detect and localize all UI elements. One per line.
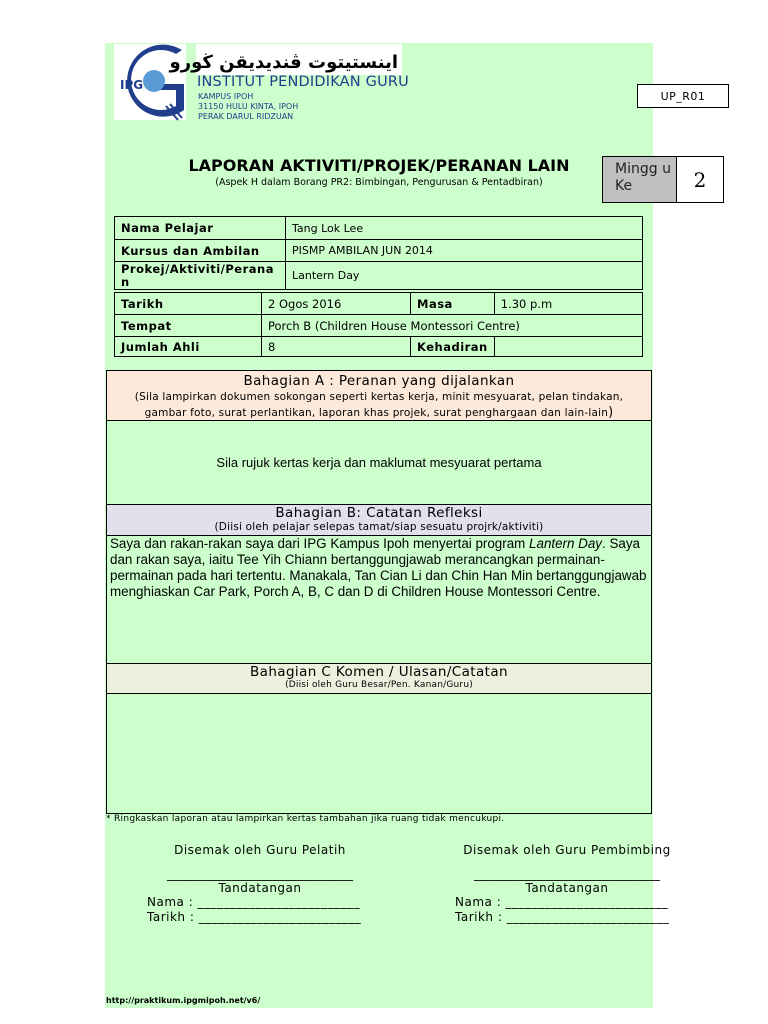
section-c-note: (Diisi oleh Guru Besar/Pen. Kanan/Guru): [285, 680, 473, 690]
place-label: Tempat: [115, 315, 262, 337]
section-a-note-close: ): [608, 405, 614, 420]
jawi-name-banner: [169, 44, 402, 75]
attendance-value[interactable]: [494, 337, 642, 357]
report-subtitle: (Aspek H dalam Borang PR2: Bimbingan, Pengurusan & Pentadbiran): [215, 177, 543, 188]
signature-block-mentor: [432, 843, 702, 925]
address-line-3: PERAK DARUL RIDZUAN: [198, 112, 294, 121]
address-line-1: KAMPUS IPOH: [198, 92, 254, 101]
section-b-header: [106, 504, 652, 536]
time-value[interactable]: 1.30 p.m: [494, 293, 642, 315]
activity-name-value[interactable]: Lantern Day: [286, 262, 643, 290]
date-label: Tarikh: [115, 293, 262, 315]
trainee-name-row[interactable]: Nama : _________________________: [147, 895, 361, 909]
course-label: Kursus dan Ambilan: [115, 240, 286, 262]
section-b-body[interactable]: [106, 535, 652, 664]
course-value[interactable]: PISMP AMBILAN JUN 2014: [286, 240, 643, 262]
mentor-date-row[interactable]: Tarikh : _________________________: [455, 910, 670, 924]
section-a-body[interactable]: [106, 420, 652, 505]
institute-name: INSTITUT PENDIDIKAN GURU: [197, 74, 409, 90]
reflection-rest: . Saya dan rakan saya, iaitu Tee Yih Chiann bertanggungjawab merancangkan permainan-permainan pada hari tertentu. Manakala, Tan Cian Li dan Chin Han Min bertanggungjawab menghiaskan Car Park, Porch A, B, C dan D di Children House Montessori Centre.: [110, 536, 647, 599]
time-label: Masa: [411, 293, 495, 315]
student-info-table: [114, 216, 643, 290]
attendance-label: Kehadiran: [411, 337, 495, 357]
trainee-date-row[interactable]: Tarikh : _________________________: [147, 910, 362, 924]
section-a-text: Sila rujuk kertas kerja dan maklumat mesyuarat pertama: [216, 455, 542, 470]
jawi-name: اينستيتوت ڤنديديقن ڬورو: [169, 52, 398, 73]
section-a-note-line-2: gambar foto, surat perlantikan, laporan khas projek, surat penghargaan dan lain-lain: [144, 407, 609, 419]
address-line-2: 31150 HULU KINTA, IPOH: [198, 102, 299, 111]
student-name-label: Nama Pelajar: [115, 217, 286, 240]
mentor-signature-line[interactable]: _______________________________: [474, 867, 660, 881]
section-c-body[interactable]: [106, 693, 652, 814]
section-a-header: [106, 370, 652, 421]
reflection-text: [110, 536, 648, 600]
section-c-title: Bahagian C Komen / Ulasan/Catatan: [249, 664, 508, 680]
week-value[interactable]: 2: [676, 156, 724, 203]
footnote: * Ringkaskan laporan atau lampirkan kertas tambahan jika ruang tidak mencukupi.: [106, 814, 505, 824]
section-c-header: [106, 663, 652, 694]
trainee-heading: Disemak oleh Guru Pelatih: [174, 843, 346, 857]
report-title: LAPORAN AKTIVITI/PROJEK/PERANAN LAIN: [188, 156, 570, 175]
section-b-title: Bahagian B: Catatan Refleksi: [275, 505, 483, 521]
logo-text: IPG: [120, 78, 144, 92]
mentor-heading: Disemak oleh Guru Pembimbing: [463, 843, 671, 857]
week-label: Mingg u Ke: [602, 156, 677, 203]
place-value[interactable]: Porch B (Children House Montessori Centre): [262, 315, 643, 337]
footer-url[interactable]: http://praktikum.ipgmipoh.net/v6/: [106, 996, 261, 1005]
reflection-prefix: Saya dan rakan-rakan saya dari IPG Kampus Ipoh menyertai program: [110, 536, 530, 551]
reflection-program-name: Lantern Day: [529, 536, 602, 551]
members-value[interactable]: 8: [262, 337, 411, 357]
form-code-box: UP_R01: [637, 84, 729, 108]
activity-info-table: [114, 292, 643, 357]
trainee-signature-line[interactable]: _______________________________: [167, 867, 353, 881]
date-value[interactable]: 2 Ogos 2016: [262, 293, 411, 315]
student-name-value[interactable]: Tang Lok Lee: [286, 217, 643, 240]
mentor-name-row[interactable]: Nama : _________________________: [455, 895, 669, 909]
section-a-title: Bahagian A : Peranan yang dijalankan: [243, 373, 515, 389]
signature-block-trainee: [125, 843, 395, 925]
activity-name-label: Prokej/Aktiviti/Perana n: [115, 262, 286, 290]
members-label: Jumlah Ahli: [115, 337, 262, 357]
section-b-note: (Diisi oleh pelajar selepas tamat/siap sesuatu projrk/aktiviti): [214, 521, 544, 533]
mentor-signature-label: Tandatangan: [525, 881, 609, 895]
trainee-signature-label: Tandatangan: [218, 881, 302, 895]
section-a-note-line-1: (Sila lampirkan dokumen sokongan seperti kertas kerja, minit mesyuarat, pelan tindakan,: [134, 391, 624, 403]
